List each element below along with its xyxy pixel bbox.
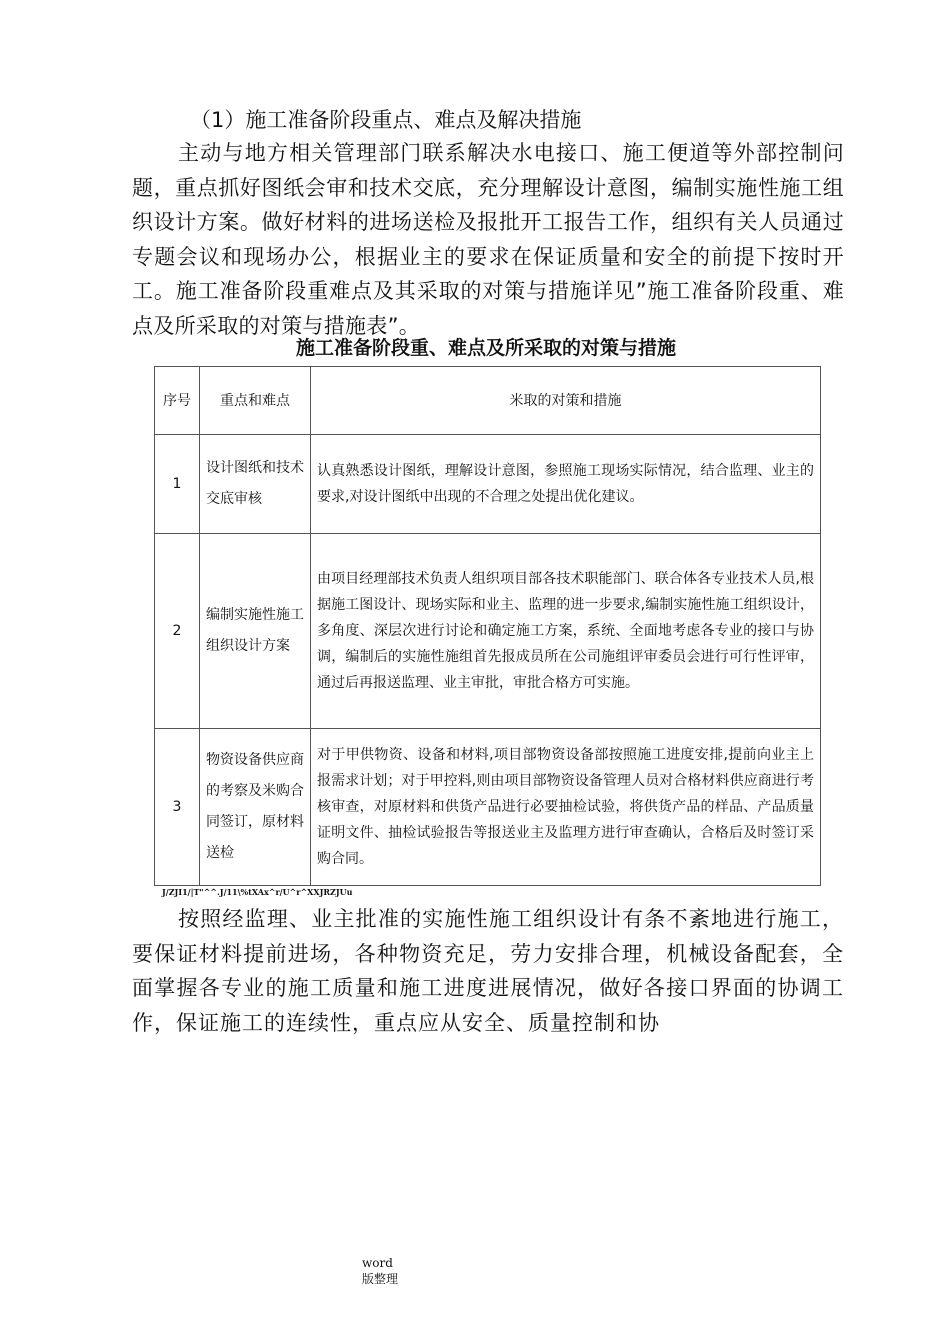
header-measures: 米取的对策和措施	[311, 367, 821, 435]
footer-line-edition: 版整理	[362, 1272, 399, 1286]
footer-line-word: word	[362, 1256, 393, 1270]
row-measure: 由项目经理部技术负责人组织项目部各技术职能部门、联合体各专业技术人员,根据施工图设计、现场实际和业主、监理的进一步要求,编制实施性施工组织设计，多角度、深层次进行讨论和确定施工方案，系统、全面地考虑各专业的接口与协调，编制后的实施性施组首先报成员所在公司施组评审委员会进行可行性评审，通过后再报送监理、业主审批，审批合格方可实施。	[311, 534, 821, 729]
row-number: 3	[155, 729, 200, 886]
row-key-point: 设计图纸和技术交底审核	[200, 435, 311, 534]
table-title: 施工准备阶段重、难点及所采取的对策与措施	[295, 337, 676, 359]
intro-paragraph: 主动与地方相关管理部门联系解决水电接口、施工便道等外部控制问题，重点抓好图纸会审和技术交底，充分理解设计意图，编制实施性施工组织设计方案。做好材料的进场送检及报批开工报告工作，组织有关人员通过专题会议和现场办公，根据业主的要求在保证质量和安全的前提下按时开工。施工准备阶段重难点及其采取的对策与措施详见”施工准备阶段重、难点及所采取的对策与措施表”。	[132, 141, 844, 338]
table-row	[155, 534, 821, 729]
row-key-point: 物资设备供应商的考察及米购合同签订，原材料送检	[200, 729, 311, 886]
row-number: 2	[155, 534, 200, 729]
page-footer	[362, 1255, 398, 1287]
row-number: 1	[155, 435, 200, 534]
section-heading: （1）施工准备阶段重点、难点及解决措施	[190, 108, 582, 132]
header-key-points: 重点和难点	[200, 367, 311, 435]
row-key-point: 编制实施性施工组织设计方案	[200, 534, 311, 729]
row-measure: 认真熟悉设计图纸，理解设计意图，参照施工现场实际情况，结合监理、业主的要求,对设计图纸中出现的不合理之处提出优化建议。	[311, 435, 821, 534]
measures-table	[154, 366, 821, 886]
table-footnote: J/ZJI1/|T"^^.J/11\%tXAx^r/U^r^XXJRZJUu	[162, 887, 353, 897]
closing-paragraph: 按照经监理、业主批准的实施性施工组织设计有条不紊地进行施工，要保证材料提前进场，各种物资充足，劳力安排合理，机械设备配套，全面掌握各专业的施工质量和施工进度进展情况，做好各接口界面的协调工作，保证施工的连续性，重点应从安全、质量控制和协	[132, 907, 844, 1035]
table-header-row	[155, 367, 821, 435]
table-row	[155, 435, 821, 534]
row-measure: 对于甲供物资、设备和材料,项目部物资设备部按照施工进度安排,提前向业主上报需求计划；对于甲控料,则由项目部物资设备管理人员对合格材料供应商进行考核审查，对原材料和供货产品进行必要抽检试验，将供货产品的样品、产品质量证明文件、抽检试验报告等报送业主及监理方进行审查确认，合格后及时签订采购合同。	[311, 729, 821, 886]
header-no: 序号	[155, 367, 200, 435]
table-row	[155, 729, 821, 886]
